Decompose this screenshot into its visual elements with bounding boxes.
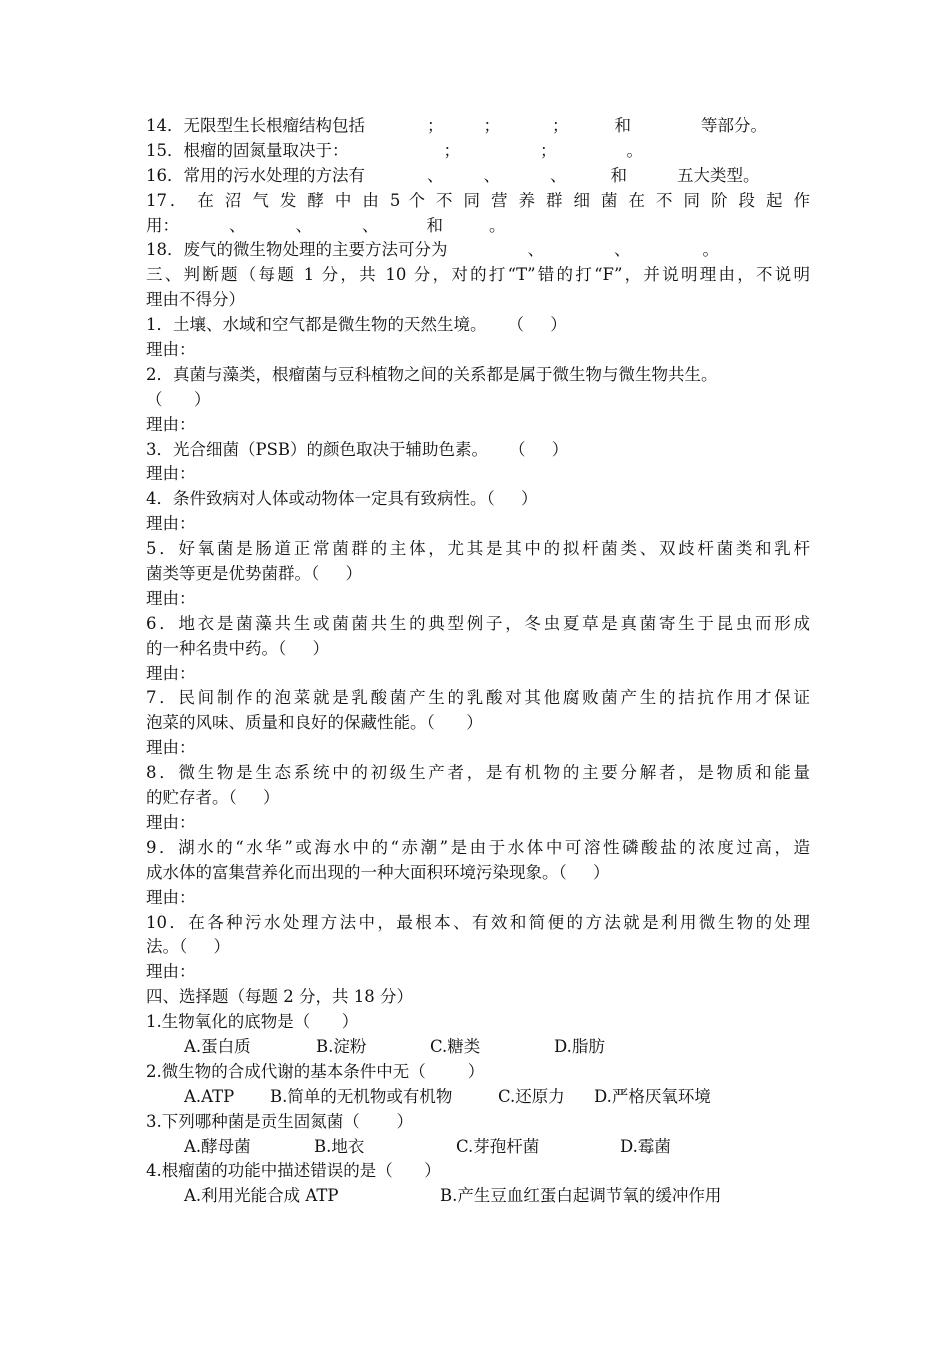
judge-q9-reason: 理由： — [146, 887, 196, 907]
exam-page — [146, 114, 810, 1209]
question-18: 18．废气的微生物处理的主要方法可分为 、 、 。 — [146, 240, 719, 260]
choice-q3-stem: 3.下列哪种菌是贡生固氮菌（ ） — [146, 1111, 413, 1131]
judge-q8-reason: 理由： — [146, 812, 196, 832]
choice-q2-option-d: D.严格厌氧环境 — [594, 1086, 711, 1106]
judge-q3: 3．光合细菌（PSB）的颜色取决于辅助色素。 （ ） — [146, 439, 569, 459]
judge-q9-line-1: 9．湖水的“水华”或海水中的“赤潮”是由于水体中可溶性磷酸盐的浓度过高，造 — [146, 837, 810, 857]
question-17-line-2: 用： 、 、 、 和 。 — [146, 215, 506, 235]
choice-q1-stem: 1.生物氧化的底物是（ ） — [146, 1012, 359, 1032]
judge-section-header-line-1: 三、判断题（每题 1 分，共 10 分，对的打“T”错的打“F”，并说明理由，不说明 — [146, 265, 810, 285]
judge-q4: 4．条件致病对人体或动物体一定具有致病性。（ ） — [146, 489, 538, 509]
choice-q1-option-b: B.淀粉 — [316, 1036, 367, 1056]
choice-q3-option-a: A.酵母菌 — [184, 1136, 251, 1156]
choice-q2-options — [146, 1085, 810, 1110]
choice-q3-option-c: C.芽孢杆菌 — [456, 1136, 540, 1156]
judge-q5-reason: 理由： — [146, 588, 196, 608]
judge-q10-line-1: 10．在各种污水处理方法中，最根本、有效和简便的方法就是利用微生物的处理 — [146, 912, 810, 932]
judge-q8-line-2: 的贮存者。（ ） — [146, 788, 280, 808]
question-14: 14．无限型生长根瘤结构包括 ； ； ； 和 等部分。 — [146, 116, 767, 135]
choice-q4-option-b: B.产生豆血红蛋白起调节氧的缓冲作用 — [440, 1186, 722, 1206]
choice-q1-options — [146, 1035, 810, 1060]
choice-q2-stem: 2.微生物的合成代谢的基本条件中无（ ） — [146, 1061, 485, 1081]
judge-q5-line-1: 5．好氧菌是肠道正常菌群的主体，尤其是其中的拟杆菌类、双歧杆菌类和乳杆 — [146, 539, 810, 559]
question-17-line-1: 17． 在 沼 气 发 酵 中 由 5 个 不 同 营 养 群 细 菌 在 不 同 阶 段 起 作 — [146, 190, 810, 210]
judge-q5-line-2: 菌类等更是优势菌群。（ ） — [146, 564, 362, 584]
choice-q2-option-a: A.ATP — [184, 1086, 235, 1106]
choice-q3-options — [146, 1135, 810, 1160]
judge-q3-reason: 理由： — [146, 464, 196, 484]
judge-q6-line-1: 6．地衣是菌藻共生或菌菌共生的典型例子，冬虫夏草是真菌寄生于昆虫而形成 — [146, 613, 810, 633]
judge-q1-reason: 理由： — [146, 340, 196, 360]
choice-q3-option-d: D.霉菌 — [620, 1136, 671, 1156]
judge-q6-reason: 理由： — [146, 663, 196, 683]
judge-q6-line-2: 的一种名贵中药。（ ） — [146, 638, 329, 658]
question-16: 16．常用的污水处理的方法有 、 、 、 和 五大类型。 — [146, 165, 760, 185]
judge-q2-line-2: （ ） — [146, 389, 211, 409]
judge-q7-line-2: 泡菜的风味、质量和良好的保藏性能。（ ） — [146, 713, 483, 733]
judge-q1: 1．土壤、水域和空气都是微生物的天然生境。 （ ） — [146, 315, 567, 335]
judge-section-header-line-2: 理由不得分） — [146, 290, 245, 310]
choice-q1-option-c: C.糖类 — [430, 1036, 481, 1056]
judge-q10-reason: 理由： — [146, 962, 196, 982]
judge-q2-reason: 理由： — [146, 414, 196, 434]
judge-q8-line-1: 8．微生物是生态系统中的初级生产者，是有机物的主要分解者，是物质和能量 — [146, 763, 810, 783]
judge-q2-line-1: 2．真菌与藻类，根瘤菌与豆科植物之间的关系都是属于微生物与微生物共生。 — [146, 364, 718, 384]
choice-section-header: 四、选择题（每题 2 分，共 18 分） — [146, 987, 413, 1007]
judge-q7-line-1: 7．民间制作的泡菜就是乳酸菌产生的乳酸对其他腐败菌产生的拮抗作用才保证 — [146, 688, 810, 708]
choice-q4-options — [146, 1184, 810, 1209]
choice-q4-stem: 4.根瘤菌的功能中描述错误的是（ ） — [146, 1161, 441, 1181]
choice-q2-option-c: C.还原力 — [498, 1086, 565, 1106]
choice-q1-option-d: D.脂肪 — [554, 1036, 605, 1056]
question-15: 15．根瘤的固氮量取决于： ； ； 。 — [146, 140, 643, 160]
judge-q9-line-2: 成水体的富集营养化而出现的一种大面积环境污染现象。（ ） — [146, 862, 610, 882]
choice-q1-option-a: A.蛋白质 — [184, 1036, 251, 1056]
choice-q3-option-b: B.地衣 — [314, 1136, 365, 1156]
judge-q10-line-2: 法。（ ） — [146, 937, 230, 957]
choice-q2-option-b: B.简单的无机物或有机物 — [270, 1086, 453, 1106]
judge-q4-reason: 理由： — [146, 514, 196, 534]
choice-q4-option-a: A.利用光能合成 ATP — [184, 1186, 339, 1206]
judge-q7-reason: 理由： — [146, 738, 196, 758]
